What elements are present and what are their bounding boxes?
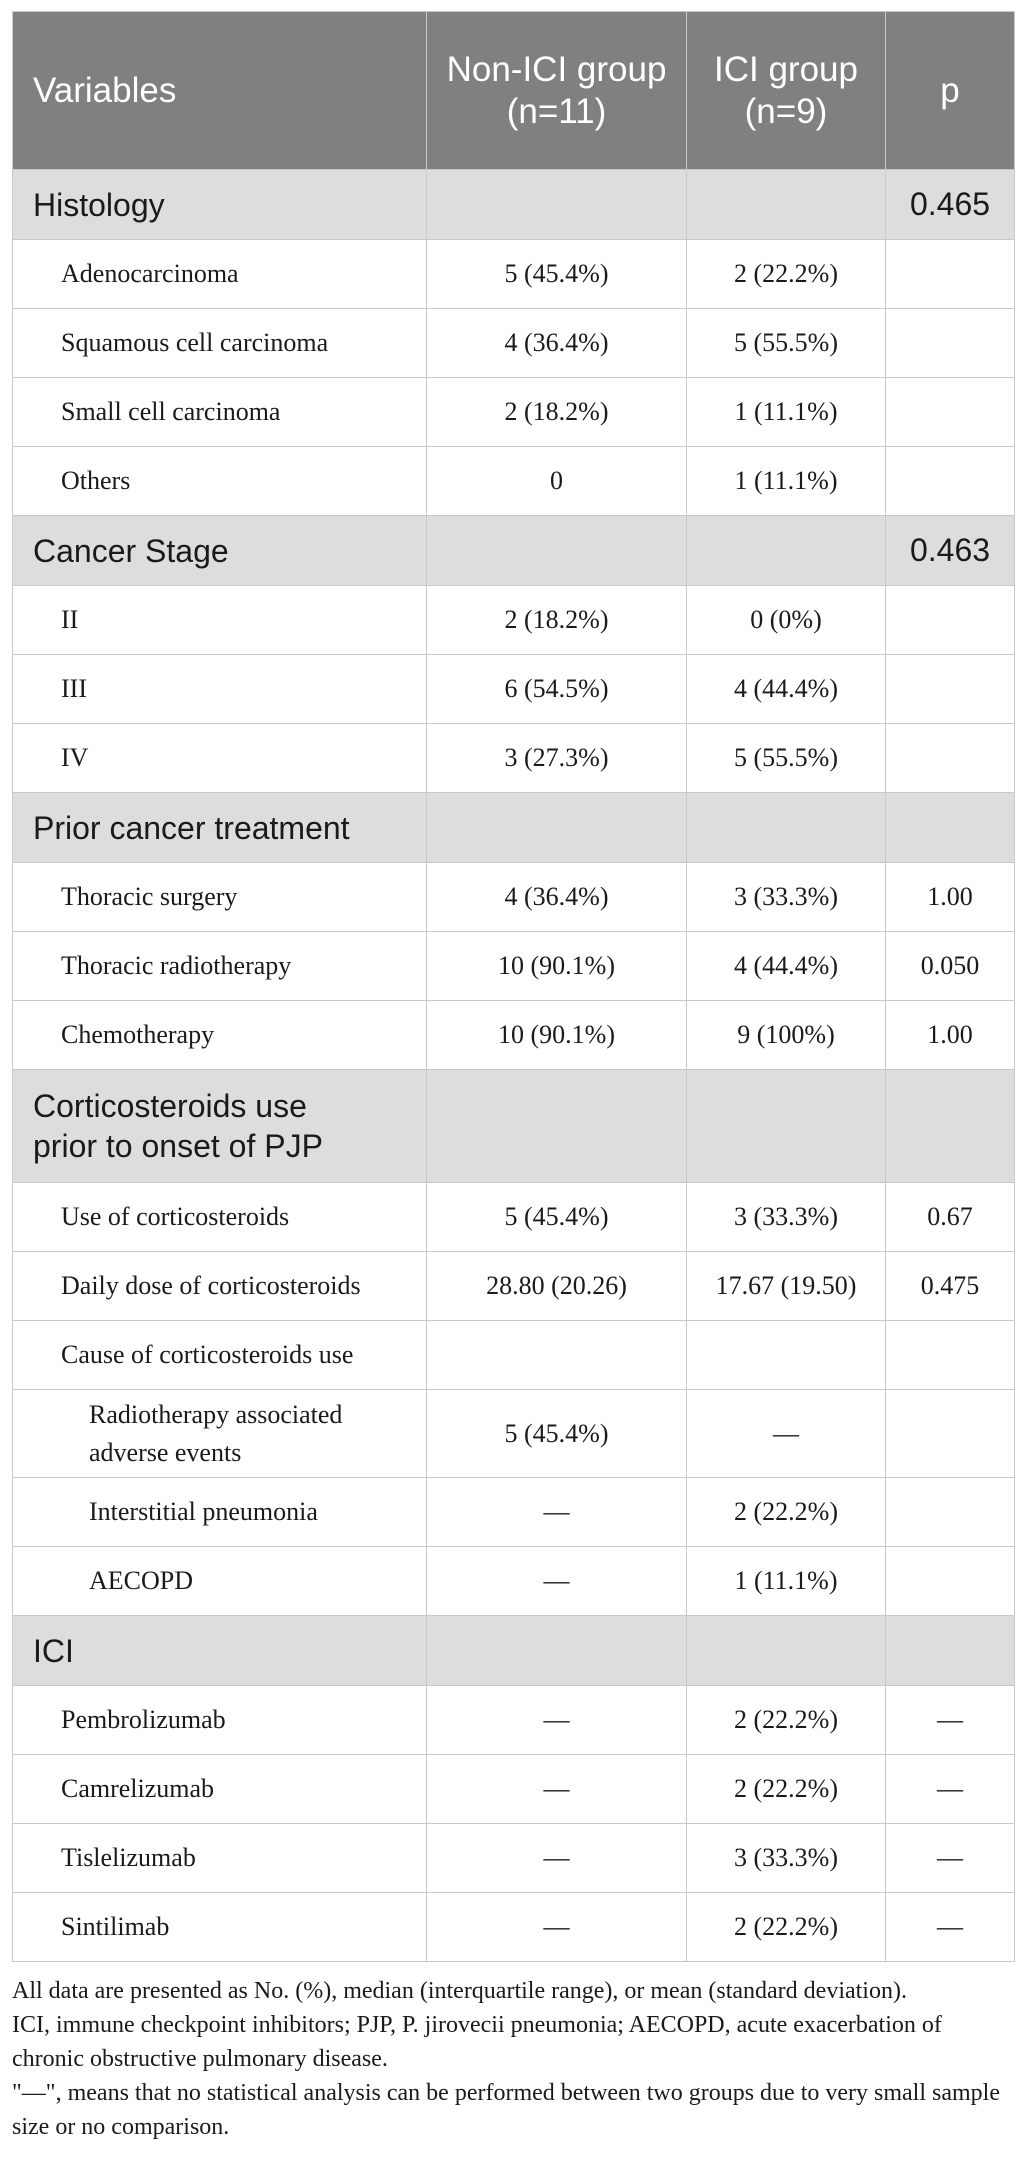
cell-p: 1.00	[886, 863, 1015, 932]
cell-ici: 17.67 (19.50)	[687, 1252, 886, 1321]
section-row-cancer-stage	[13, 516, 1015, 586]
cell-p	[886, 1547, 1015, 1616]
cell-p	[886, 378, 1015, 447]
table-row	[13, 724, 1015, 793]
table-row	[13, 586, 1015, 655]
cell-ici: 5 (55.5%)	[687, 724, 886, 793]
section-title: Cancer Stage	[13, 516, 427, 586]
table-row	[13, 1478, 1015, 1547]
cell-empty	[687, 170, 886, 240]
cell-non-ici: 10 (90.1%)	[427, 932, 687, 1001]
row-label: Tislelizumab	[13, 1824, 427, 1893]
cell-p: 0.050	[886, 932, 1015, 1001]
cell-p	[886, 586, 1015, 655]
section-p-value: 0.463	[886, 516, 1015, 586]
cell-p: —	[886, 1824, 1015, 1893]
cell-empty	[427, 1070, 687, 1183]
cell-ici: 5 (55.5%)	[687, 309, 886, 378]
cell-non-ici: —	[427, 1893, 687, 1962]
cell-non-ici: 10 (90.1%)	[427, 1001, 687, 1070]
table-row	[13, 1893, 1015, 1962]
cell-non-ici: 2 (18.2%)	[427, 378, 687, 447]
cell-ici: 2 (22.2%)	[687, 1755, 886, 1824]
cell-empty	[427, 793, 687, 863]
header-non-ici-group: Non-ICI group (n=11)	[427, 12, 687, 170]
table-footnotes	[12, 1974, 1014, 2144]
cell-p	[886, 309, 1015, 378]
cell-empty	[427, 1616, 687, 1686]
row-label: IV	[13, 724, 427, 793]
row-label: Adenocarcinoma	[13, 240, 427, 309]
cell-ici: 2 (22.2%)	[687, 1478, 886, 1547]
cell-p: 0.475	[886, 1252, 1015, 1321]
footnote-line: "—", means that no statistical analysis can be performed between two groups due to very small sample size or no comparison.	[12, 2080, 1000, 2140]
cell-ici: 1 (11.1%)	[687, 447, 886, 516]
cell-p	[886, 1321, 1015, 1390]
cell-non-ici: —	[427, 1824, 687, 1893]
section-title: Histology	[13, 170, 427, 240]
header-p-value: p	[886, 12, 1015, 170]
section-p-value	[886, 793, 1015, 863]
row-label: Daily dose of corticosteroids	[13, 1252, 427, 1321]
cell-ici: 9 (100%)	[687, 1001, 886, 1070]
table-header-row	[13, 12, 1015, 170]
cell-ici: 1 (11.1%)	[687, 378, 886, 447]
cell-non-ici: —	[427, 1478, 687, 1547]
footnote-line: All data are presented as No. (%), median (interquartile range), or mean (standard deviation).	[12, 1978, 907, 2004]
cell-p: 1.00	[886, 1001, 1015, 1070]
cell-p	[886, 447, 1015, 516]
section-row-corticosteroids	[13, 1070, 1015, 1183]
cell-ici: 2 (22.2%)	[687, 1893, 886, 1962]
row-label: Squamous cell carcinoma	[13, 309, 427, 378]
cell-non-ici: 5 (45.4%)	[427, 1183, 687, 1252]
row-label: Thoracic surgery	[13, 863, 427, 932]
cell-p	[886, 724, 1015, 793]
row-label-line1: Radiotherapy associated	[89, 1399, 343, 1429]
table-container	[12, 11, 1014, 2144]
table-row	[13, 1686, 1015, 1755]
footnote-line: ICI, immune checkpoint inhibitors; PJP, P. jirovecii pneumonia; AECOPD, acute exacerbation of chronic obstructive pulmonary disease.	[12, 2012, 942, 2072]
table-row	[13, 1321, 1015, 1390]
cell-ici: 0 (0%)	[687, 586, 886, 655]
table-row	[13, 655, 1015, 724]
table-row	[13, 1755, 1015, 1824]
cell-non-ici: —	[427, 1547, 687, 1616]
section-title-line1: Corticosteroids use	[33, 1088, 307, 1124]
section-title-line2: prior to onset of PJP	[33, 1128, 323, 1164]
header-ici-group: ICI group (n=9)	[687, 12, 886, 170]
row-label: Sintilimab	[13, 1893, 427, 1962]
cell-p: —	[886, 1686, 1015, 1755]
table-row	[13, 932, 1015, 1001]
cell-ici: 1 (11.1%)	[687, 1547, 886, 1616]
row-label	[13, 1390, 427, 1478]
cell-empty	[687, 516, 886, 586]
cell-non-ici: —	[427, 1755, 687, 1824]
cell-p: 0.67	[886, 1183, 1015, 1252]
cell-non-ici	[427, 1321, 687, 1390]
cell-ici: 3 (33.3%)	[687, 1824, 886, 1893]
table-row	[13, 863, 1015, 932]
table-row	[13, 378, 1015, 447]
cell-p	[886, 1390, 1015, 1478]
cell-p	[886, 655, 1015, 724]
section-title: Prior cancer treatment	[13, 793, 427, 863]
section-p-value	[886, 1070, 1015, 1183]
row-label: Others	[13, 447, 427, 516]
cell-p	[886, 240, 1015, 309]
section-row-ici	[13, 1616, 1015, 1686]
cell-ici: —	[687, 1390, 886, 1478]
row-label: Chemotherapy	[13, 1001, 427, 1070]
cell-empty	[687, 1616, 886, 1686]
data-table	[12, 11, 1015, 1962]
cell-non-ici: —	[427, 1686, 687, 1755]
table-row	[13, 1824, 1015, 1893]
row-label: Small cell carcinoma	[13, 378, 427, 447]
row-label: Cause of corticosteroids use	[13, 1321, 427, 1390]
row-label: Pembrolizumab	[13, 1686, 427, 1755]
table-row	[13, 1252, 1015, 1321]
section-p-value	[886, 1616, 1015, 1686]
table-row	[13, 240, 1015, 309]
cell-p	[886, 1478, 1015, 1547]
cell-ici: 2 (22.2%)	[687, 240, 886, 309]
table-row	[13, 1547, 1015, 1616]
cell-empty	[427, 170, 687, 240]
cell-empty	[427, 516, 687, 586]
row-label: Camrelizumab	[13, 1755, 427, 1824]
cell-ici	[687, 1321, 886, 1390]
section-p-value: 0.465	[886, 170, 1015, 240]
cell-non-ici: 28.80 (20.26)	[427, 1252, 687, 1321]
section-row-histology	[13, 170, 1015, 240]
row-label: Use of corticosteroids	[13, 1183, 427, 1252]
cell-non-ici: 2 (18.2%)	[427, 586, 687, 655]
row-label: Thoracic radiotherapy	[13, 932, 427, 1001]
cell-empty	[687, 793, 886, 863]
row-label: II	[13, 586, 427, 655]
row-label: AECOPD	[13, 1547, 427, 1616]
row-label: III	[13, 655, 427, 724]
section-title: ICI	[13, 1616, 427, 1686]
table-row	[13, 1001, 1015, 1070]
cell-ici: 2 (22.2%)	[687, 1686, 886, 1755]
cell-non-ici: 6 (54.5%)	[427, 655, 687, 724]
cell-ici: 4 (44.4%)	[687, 655, 886, 724]
cell-non-ici: 3 (27.3%)	[427, 724, 687, 793]
table-row	[13, 447, 1015, 516]
cell-p: —	[886, 1755, 1015, 1824]
row-label: Interstitial pneumonia	[13, 1478, 427, 1547]
section-row-prior-cancer-treatment	[13, 793, 1015, 863]
cell-non-ici: 4 (36.4%)	[427, 309, 687, 378]
header-variables: Variables	[13, 12, 427, 170]
table-row	[13, 1183, 1015, 1252]
cell-p: —	[886, 1893, 1015, 1962]
cell-non-ici: 5 (45.4%)	[427, 240, 687, 309]
section-title	[13, 1070, 427, 1183]
table-row	[13, 309, 1015, 378]
cell-non-ici: 0	[427, 447, 687, 516]
cell-empty	[687, 1070, 886, 1183]
cell-ici: 3 (33.3%)	[687, 1183, 886, 1252]
cell-ici: 4 (44.4%)	[687, 932, 886, 1001]
cell-ici: 3 (33.3%)	[687, 863, 886, 932]
row-label-line2: adverse events	[89, 1437, 242, 1467]
cell-non-ici: 4 (36.4%)	[427, 863, 687, 932]
cell-non-ici: 5 (45.4%)	[427, 1390, 687, 1478]
table-row	[13, 1390, 1015, 1478]
